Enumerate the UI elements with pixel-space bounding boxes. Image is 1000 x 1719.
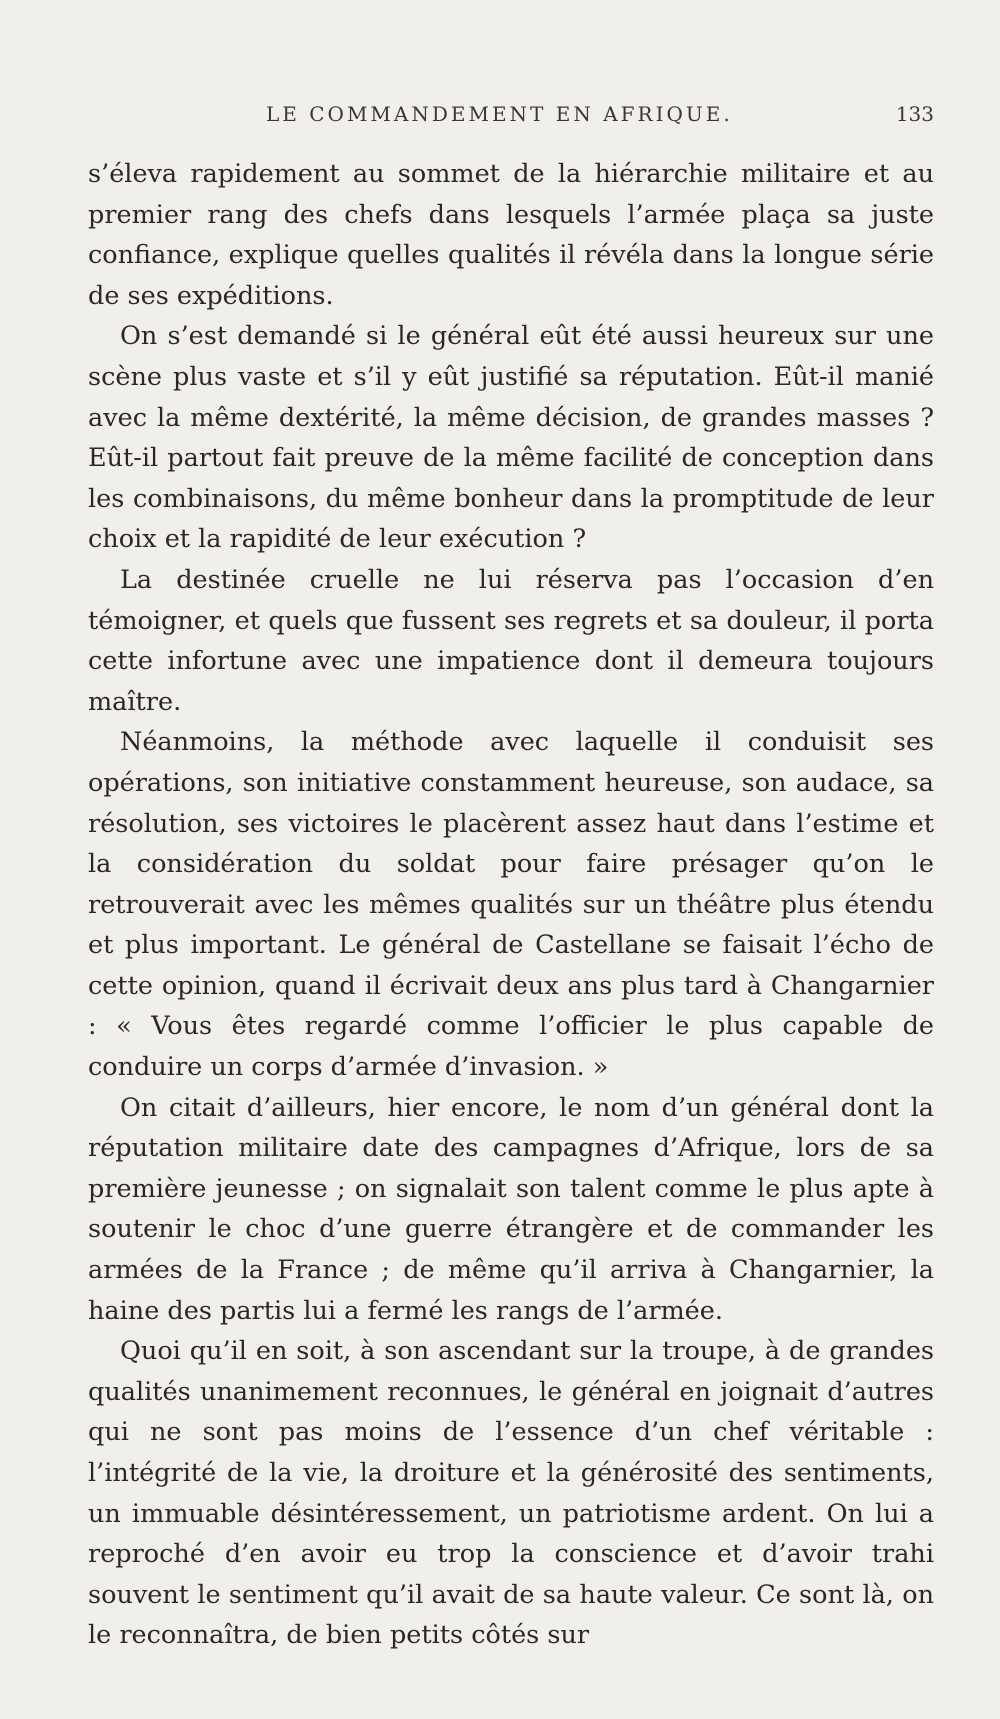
paragraph-3: La destinée cruelle ne lui réserva pas l’occasion d’en témoigner, et quels que fussent ses regrets et sa douleur, il porta cette infortune avec une impatience dont il demeura toujours maître. (88, 564, 934, 717)
paragraph-2: On s’est demandé si le général eût été aussi heureux sur une scène plus vaste et s’il y eût justifié sa réputation. Eût-il manié avec la même dextérité, la même décision, de grandes masses ? Eût-il partout fait preuve de la même facilité de conception dans les combinaisons, du même bonheur dans la promptitude de leur choix et la rapidité de leur exécution ? (88, 321, 934, 555)
body-text (88, 154, 934, 1651)
paragraph-6: Quoi qu’il en soit, à son ascendant sur la troupe, à de grandes qualités unanimement reconnues, le général en joignait d’autres qui ne sont pas moins de l’essence d’un chef véritable : l’intégrité de la vie, la droiture et la générosité des sentiments, un immuable désintéressement, un patriotisme ardent. On lui a reproché d’en avoir eu trop la conscience et d’avoir trahi souvent le sentiment qu’il avait de sa haute valeur. Ce sont là, on le reconnaîtra, de bien petits côtés sur (88, 1336, 934, 1651)
paragraph-4: Néanmoins, la méthode avec laquelle il conduisit ses opérations, son initiative constamment heureuse, son audace, sa résolution, ses victoires le placèrent assez haut dans l’estime et la considération du soldat pour faire présager qu’on le retrouverait avec les mêmes qualités sur un théâtre plus étendu et plus important. Le général de Castellane se faisait l’écho de cette opinion, quand il écrivait deux ans plus tard à Changarnier : « Vous êtes regardé comme l’officier le plus capable de conduire un corps d’armée d’invasion. » (88, 727, 934, 1083)
running-title: LE COMMANDEMENT EN AFRIQUE. (266, 102, 733, 126)
running-head (88, 102, 934, 136)
page-number: 133 (895, 102, 934, 126)
paragraph-1: s’éleva rapidement au sommet de la hiérarchie militaire et au premier rang des chefs dans lesquels l’armée plaça sa juste confiance, explique quelles qualités il révéla dans la longue série de ses expéditions. (88, 159, 934, 311)
paragraph-5: On citait d’ailleurs, hier encore, le nom d’un général dont la réputation militaire date des campagnes d’Afrique, lors de sa première jeunesse ; on signalait son talent comme le plus apte à soutenir le choc d’une guerre étrangère et de commander les armées de la France ; de même qu’il arriva à Changarnier, la haine des partis lui a fermé les rangs de l’armée. (88, 1092, 934, 1326)
